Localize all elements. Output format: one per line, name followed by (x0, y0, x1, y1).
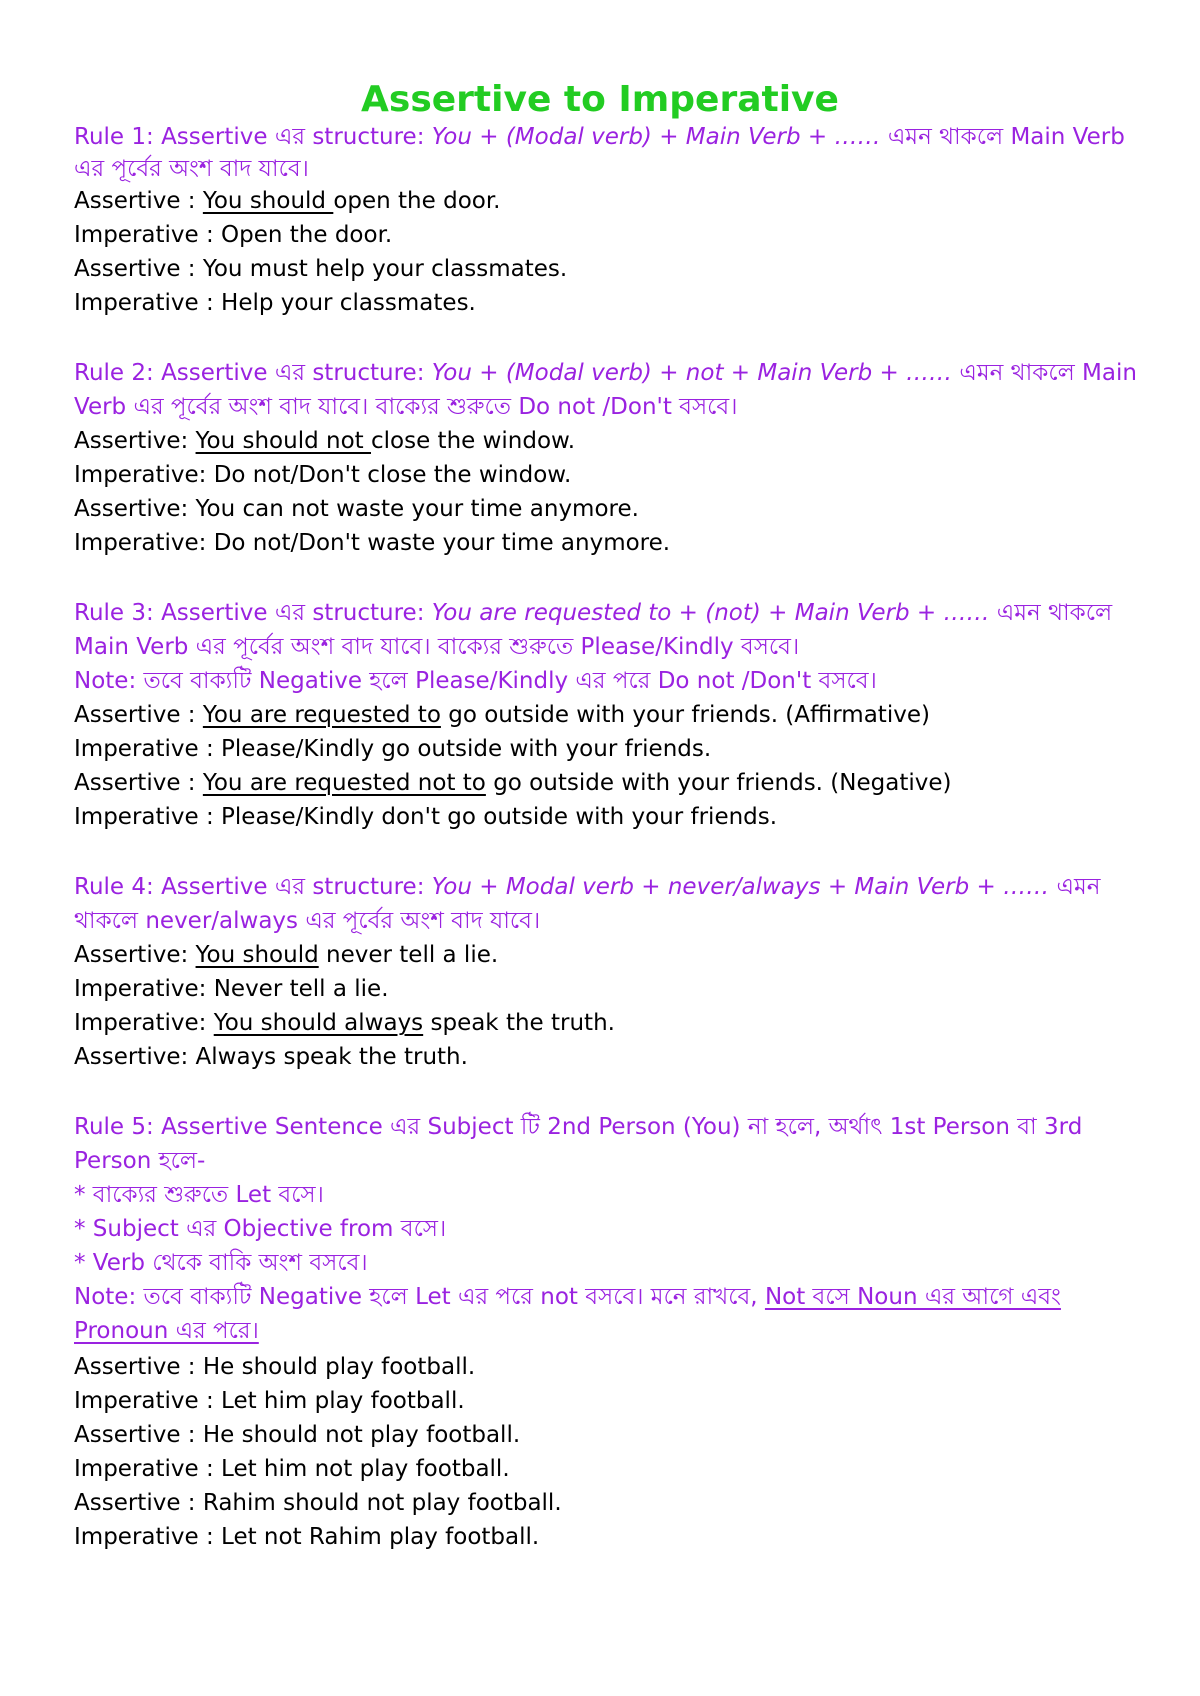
rule-5-note-line-2 (74, 1314, 1160, 1348)
rule-1-heading-line-2: এর পূর্বের অংশ বাদ যাবে। (74, 156, 309, 182)
rule-5-heading-line-2: Person হলে- (74, 1148, 206, 1174)
rule-5-example-1: Assertive : He should play football. (74, 1354, 476, 1380)
rule-4-heading (74, 870, 1160, 904)
note-underlined-2: Pronoun এর পরে। (74, 1318, 259, 1344)
rule-5-bullet-1: * বাক্যের শুরুতে Let বসে। (74, 1182, 324, 1208)
rule-3-example-4: Imperative : Please/Kindly don't go outside with your friends. (74, 804, 778, 830)
example-rest: go outside with your friends. (Negative) (485, 770, 952, 796)
example-rest: never tell a lie. (318, 942, 499, 968)
rule-4-example-3 (74, 1006, 1160, 1040)
rule-5-note (74, 1280, 1160, 1314)
example-label: Assertive : (74, 702, 203, 728)
rule-4-example-4: Assertive: Always speak the truth. (74, 1044, 468, 1070)
rule-2-formula: You + (Modal verb) + not + Main Verb + …… (431, 360, 960, 386)
rule-2-example-1 (74, 424, 1160, 458)
rule-3-example-3 (74, 766, 1160, 800)
example-label: Assertive : (74, 770, 203, 796)
example-label: Imperative: (74, 1010, 214, 1036)
underlined-phrase: You are requested to (202, 702, 441, 728)
rule-5-example-3: Assertive : He should not play football. (74, 1422, 521, 1448)
rule-5-example-2: Imperative : Let him play football. (74, 1388, 465, 1414)
page-title: Assertive to Imperative (361, 79, 839, 120)
rule-4-example-2: Imperative: Never tell a lie. (74, 976, 389, 1002)
underlined-phrase: You should not (195, 428, 371, 454)
rule-2-example-4: Imperative: Do not/Don't waste your time anymore. (74, 530, 671, 556)
rule-2-heading-line-2: Verb এর পূর্বের অংশ বাদ যাবে। বাক্যের শুরুতে Do not /Don't বসবে। (74, 394, 738, 420)
underlined-phrase: You are requested not to (202, 770, 486, 796)
example-rest: open the door. (333, 188, 501, 214)
rule-1-example-2: Imperative : Open the door. (74, 222, 393, 248)
example-label: Assertive: (74, 942, 196, 968)
rule-4-heading-line-2: থাকলে never/always এর পূর্বের অংশ বাদ যাবে। (74, 908, 541, 934)
rule-2-label: Rule 2: Assertive এর structure: (74, 360, 432, 386)
example-rest: go outside with your friends. (Affirmative) (440, 702, 930, 728)
rule-5-example-6: Imperative : Let not Rahim play football. (74, 1524, 540, 1550)
underlined-phrase: You should (202, 188, 334, 214)
rule-3-formula: You are requested to + (not) + Main Verb + …… (431, 600, 997, 626)
example-rest: close the window. (371, 428, 576, 454)
rule-1-example-3: Assertive : You must help your classmates. (74, 256, 568, 282)
rule-3-example-2: Imperative : Please/Kindly go outside with your friends. (74, 736, 712, 762)
underlined-phrase: You should (195, 942, 319, 968)
rule-4-formula: You + Modal verb + never/always + Main Verb + …… (431, 874, 1057, 900)
rule-1-heading (74, 120, 1160, 154)
example-label: Assertive : (74, 188, 203, 214)
example-label: Assertive: (74, 428, 196, 454)
underlined-phrase: You should always (213, 1010, 424, 1036)
rule-5-bullet-2: * Subject এর Objective from বসে। (74, 1216, 447, 1242)
rule-3-label: Rule 3: Assertive এর structure: (74, 600, 432, 626)
rule-3-tail: এমন থাকলে (996, 600, 1113, 626)
rule-2-tail: এমন থাকলে Main (959, 360, 1137, 386)
note-text: Note: তবে বাক্যটি Negative হলে Let এর পরে not বসবে। মনে রাখবে, (74, 1284, 765, 1310)
rule-2-example-2: Imperative: Do not/Don't close the window. (74, 462, 572, 488)
note-underlined: Not বসে Noun এর আগে এবং (764, 1284, 1061, 1310)
rule-5-example-4: Imperative : Let him not play football. (74, 1456, 510, 1482)
rule-3-example-1 (74, 698, 1160, 732)
rule-1-label: Rule 1: Assertive এর structure: (74, 124, 432, 150)
rule-3-heading-line-2: Main Verb এর পূর্বের অংশ বাদ যাবে। বাক্যের শুরুতে Please/Kindly বসবে। (74, 634, 800, 660)
rule-5-bullet-3: * Verb থেকে বাকি অংশ বসবে। (74, 1250, 368, 1276)
rule-4-example-1 (74, 938, 1160, 972)
rule-1-example-4: Imperative : Help your classmates. (74, 290, 476, 316)
rule-5-heading: Rule 5: Assertive Sentence এর Subject টি 2nd Person (You) না হলে, অর্থাৎ 1st Person বা 3rd (74, 1114, 1083, 1140)
rule-2-example-3: Assertive: You can not waste your time anymore. (74, 496, 639, 522)
rule-3-heading (74, 596, 1160, 630)
rule-1-formula: You + (Modal verb) + Main Verb + …… (431, 124, 888, 150)
rule-4-tail: এমন (1056, 874, 1101, 900)
rule-1-example-1 (74, 184, 1160, 218)
rule-2-heading (74, 356, 1160, 390)
rule-1-tail: এমন থাকলে Main Verb (887, 124, 1125, 150)
rule-3-note: Note: তবে বাক্যটি Negative হলে Please/Kindly এর পরে Do not /Don't বসবে। (74, 668, 877, 694)
rule-4-label: Rule 4: Assertive এর structure: (74, 874, 432, 900)
rule-5-example-5: Assertive : Rahim should not play football. (74, 1490, 562, 1516)
example-rest: speak the truth. (423, 1010, 615, 1036)
